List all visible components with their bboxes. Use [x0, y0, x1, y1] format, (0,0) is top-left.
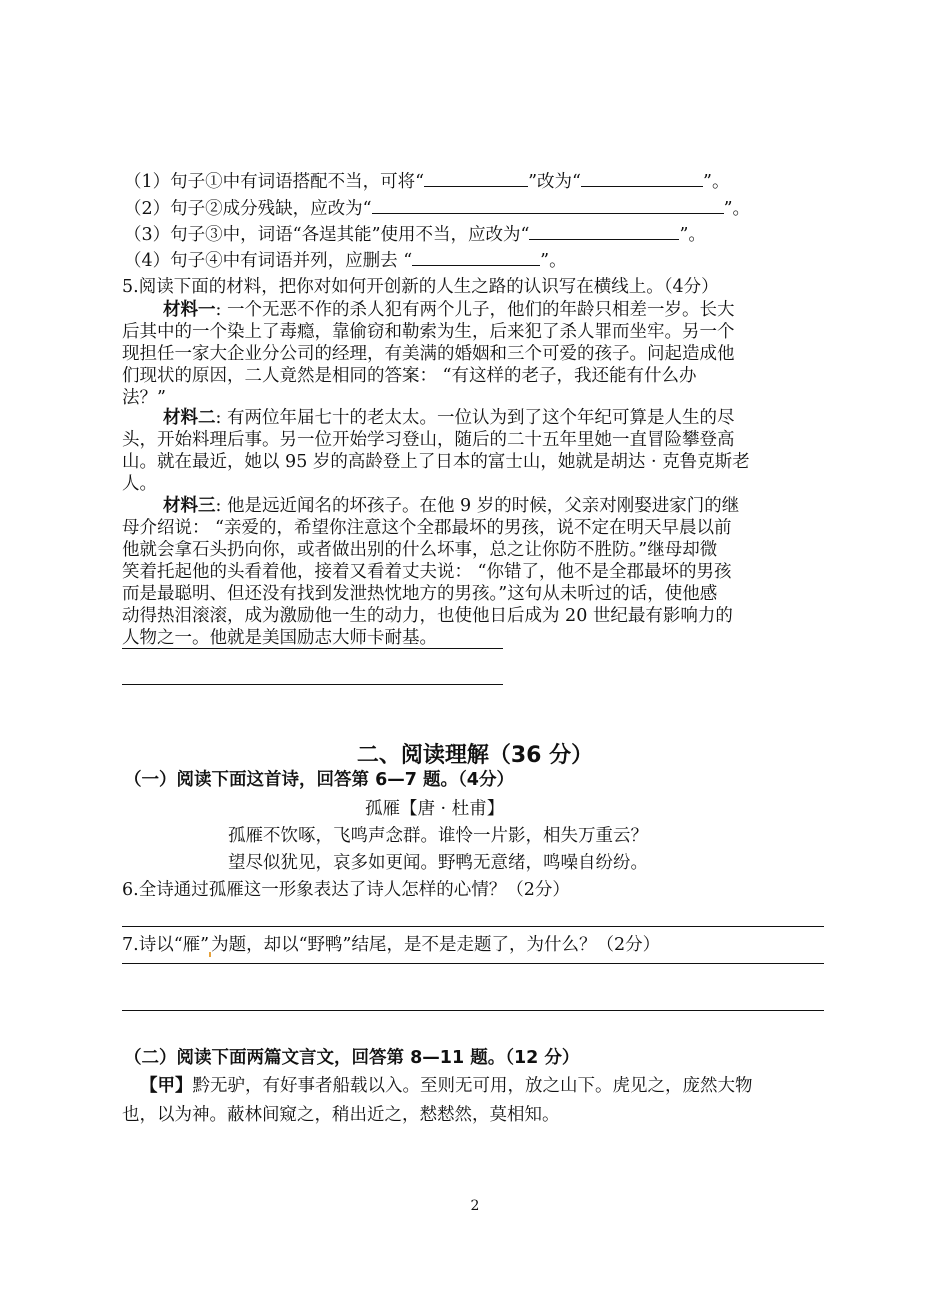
- material-2-line: 山。就在最近，她以 95 岁的高龄登上了日本的富士山，她就是胡达 · 克鲁克斯老: [122, 452, 750, 472]
- part-1-heading: （一）阅读下面这首诗，回答第 6—7 题。（4分）: [124, 770, 514, 790]
- material-3-line: 材料三: 他是远近闻名的坏孩子。在他 9 岁的时候，父亲对刚娶进家门的继: [163, 496, 740, 516]
- classical-text-line: 也，以为神。蔽林间窥之，稍出近之，慭慭然，莫相知。: [122, 1105, 560, 1125]
- poem-line: 孤雁不饮啄，飞鸣声念群。谁怜一片影，相失万重云？: [228, 826, 648, 846]
- material-1-line: 法？”: [122, 388, 166, 408]
- answer-blank[interactable]: [424, 170, 528, 187]
- answer-line[interactable]: [122, 1010, 824, 1011]
- material-label: 材料一: [163, 300, 216, 320]
- material-3-line: 人物之一。他就是美国励志大师卡耐基。: [122, 628, 437, 648]
- question-6: 6.全诗通过孤雁这一形象表达了诗人怎样的心情？（2分）: [122, 880, 570, 900]
- answer-blank[interactable]: [412, 249, 540, 266]
- answer-blank[interactable]: [529, 223, 679, 240]
- q4-item-2: （2）句子②成分残缺，应改为“ ”。: [124, 199, 751, 219]
- material-1-line: 后其中的一个染上了毒瘾，靠偷窃和勒索为生，后来犯了杀人罪而坐牢。另一个: [122, 322, 735, 342]
- material-1-line: 材料一: 一个无恶不作的杀人犯有两个儿子，他们的年龄只相差一岁。长大: [163, 300, 735, 320]
- part-2-heading: （二）阅读下面两篇文言文，回答第 8—11 题。（12 分）: [124, 1048, 580, 1068]
- material-2-line: 头，开始料理后事。另一位开始学习登山，随后的二十五年里她一直冒险攀登高: [122, 430, 735, 450]
- material-3-line: 而是最聪明、但还没有找到发泄热忱地方的男孩。”这句从未听过的话，使他感: [122, 584, 718, 604]
- classical-text-line: 【甲】黔无驴，有好事者船载以入。至则无可用，放之山下。虎见之，庞然大物: [140, 1076, 753, 1096]
- material-3-line: 笑着托起他的头看着他，接着又看着丈夫说： “你错了，他不是全郡最坏的男孩: [122, 562, 732, 582]
- answer-line[interactable]: [122, 926, 824, 927]
- answer-blank[interactable]: [581, 170, 703, 187]
- answer-line[interactable]: [122, 648, 503, 649]
- material-2-line: 人。: [122, 474, 157, 494]
- material-1-line: 们现状的原因，二人竟然是相同的答案： “有这样的老子，我还能有什么办: [122, 366, 697, 386]
- material-1-line: 现担任一家大企业分公司的经理，有美满的婚姻和三个可爱的孩子。问起造成他: [122, 344, 735, 364]
- q5-prompt: 5.阅读下面的材料，把你对如何开创新的人生之路的认识写在横线上。（4分）: [122, 277, 719, 297]
- material-2-line: 材料二: 有两位年届七十的老太太。一位认为到了这个年纪可算是人生的尽: [163, 408, 735, 428]
- question-7: 7.诗以“雁” 为题，却以“野鸭”结尾，是不是走题了，为什么？（2分）: [122, 935, 661, 955]
- poem-line: 望尽似犹见，哀多如更闻。野鸭无意绪，鸣噪自纷纷。: [228, 853, 648, 873]
- material-3-line: 他就会拿石头扔向你，或者做出别的什么坏事，总之让你防不胜防。”继母却微: [122, 540, 718, 560]
- material-3-line: 动得热泪滚滚，成为激励他一生的动力，也使他日后成为 20 世纪最有影响力的: [122, 606, 733, 626]
- material-3-line: 母介绍说： “亲爱的，希望你注意这个全郡最坏的男孩，说不定在明天早晨以前: [122, 518, 732, 538]
- text-label: 【甲】: [140, 1076, 193, 1096]
- poem-title: 孤雁【唐 · 杜甫】: [365, 799, 505, 819]
- q4-item-1: （1）句子①中有词语搭配不当，可将“ ”改为“ ”。: [124, 172, 730, 192]
- answer-blank[interactable]: [372, 197, 724, 214]
- material-label: 材料二: [163, 408, 216, 428]
- q4-item-3: （3）句子③中，词语“各逞其能”使用不当，应改为“ ”。: [124, 225, 706, 245]
- answer-line[interactable]: [122, 963, 824, 964]
- material-label: 材料三: [163, 496, 216, 516]
- q4-item-4: （4）句子④中有词语并列，应删去 “ ”。: [124, 251, 567, 271]
- section-title: 二、阅读理解（36 分）: [356, 743, 594, 768]
- page-number: 2: [470, 1198, 480, 1214]
- answer-line[interactable]: [122, 684, 503, 685]
